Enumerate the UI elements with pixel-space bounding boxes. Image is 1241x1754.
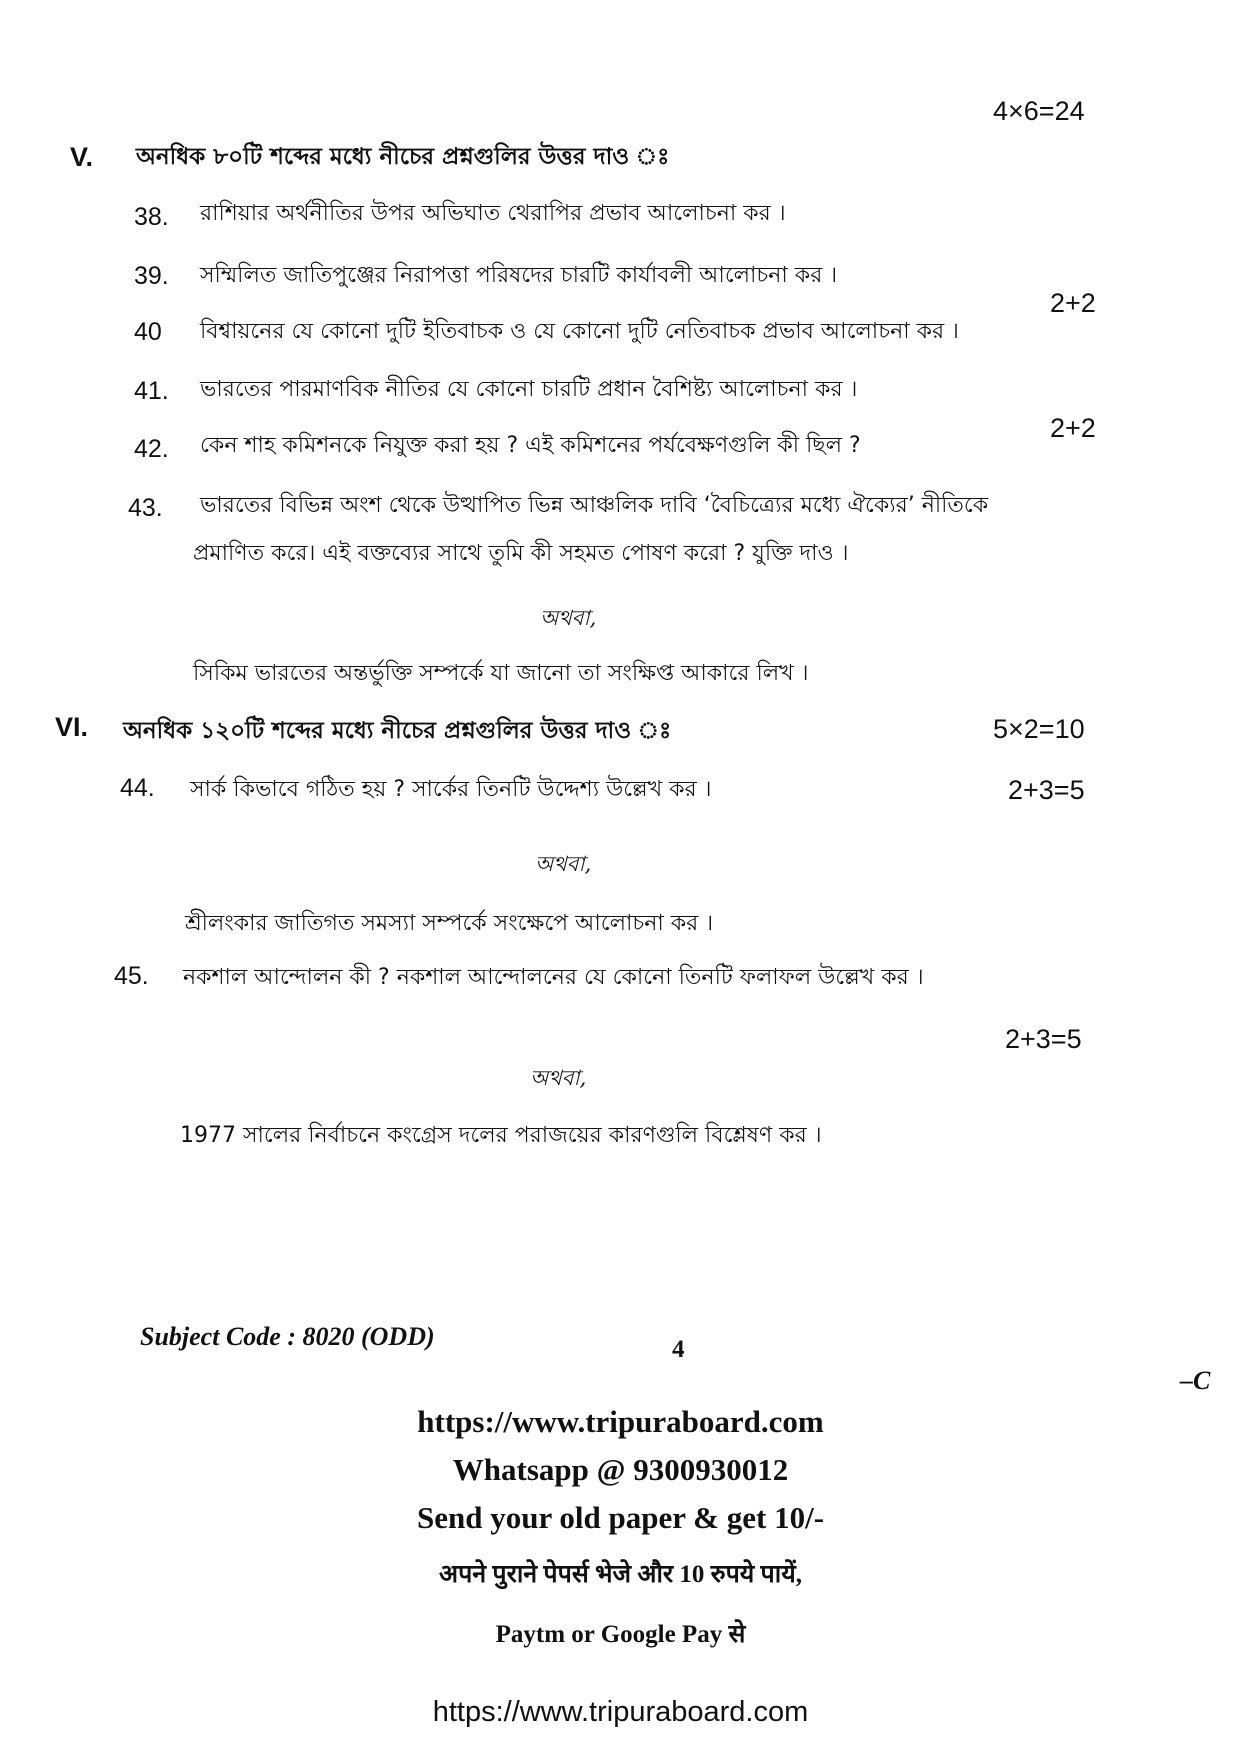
subject-code: Subject Code : 8020 (ODD) [140, 1322, 435, 1351]
promo-url: https://www.tripuraboard.com [417, 1404, 824, 1439]
or-label-43: অথবা, [540, 606, 597, 630]
section-v-marks: 4×6=24 [993, 96, 1085, 126]
question-text-45: নকশাল আন্দোলন কী ? নকশাল আন্দোলনের যে কোনো তিনটি ফলাফল উল্লেখ কর । [183, 965, 924, 990]
alternative-question-43: সিকিম ভারতের অন্তর্ভুক্তি সম্পর্কে যা জানো তা সংক্ষিপ্ত আকারে লিখ । [193, 661, 809, 686]
section-v-number: V. [70, 142, 94, 172]
question-text-39: সম্মিলিত জাতিপুঞ্জের নিরাপত্তা পরিষদের চারটি কার্যাবলী আলোচনা কর । [200, 263, 838, 288]
question-number-38: 38. [134, 203, 169, 231]
section-vi-instruction: অনধিক ১২০টি শব্দের মধ্যে নীচের প্রশ্নগুলির উত্তর দাও ঃ [123, 718, 672, 744]
section-vi-number: VI. [55, 712, 89, 742]
question-marks-42: 2+2 [1050, 413, 1096, 443]
bottom-url: https://www.tripuraboard.com [432, 1696, 809, 1728]
question-text-40: বিশ্বায়নের যে কোনো দুটি ইতিবাচক ও যে কোনো দুটি নেতিবাচক প্রভাব আলোচনা কর । [200, 319, 959, 344]
question-number-44: 44. [120, 774, 155, 802]
question-number-41: 41. [134, 377, 169, 405]
question-number-39: 39. [134, 262, 169, 290]
section-v-instruction: অনধিক ৮০টি শব্দের মধ্যে নীচের প্রশ্নগুলির উত্তর দাও ঃ [136, 144, 670, 170]
question-text-42: কেন শাহ কমিশনকে নিযুক্ত করা হয় ? এই কমিশনের পর্যবেক্ষণগুলি কী ছিল ? [200, 433, 861, 458]
or-label-45: অথবা, [530, 1066, 587, 1090]
alternative-question-45: 1977 সালের নির্বাচনে কংগ্রেস দলের পরাজয়ের কারণগুলি বিশ্লেষণ কর । [180, 1123, 822, 1148]
question-number-45: 45. [114, 962, 149, 990]
question-text-41: ভারতের পারমাণবিক নীতির যে কোনো চারটি প্রধান বৈশিষ্ট্য আলোচনা কর । [200, 377, 858, 402]
promo-whatsapp: Whatsapp @ 9300930012 [452, 1452, 789, 1487]
page-number: 4 [672, 1336, 685, 1363]
question-number-40: 40 [134, 318, 162, 346]
promo-hindi: अपने पुराने पेपर्स भेजे और 10 रुपये पायें, [438, 1561, 802, 1588]
question-text-43-line1: ভারতের বিভিন্ন অংশ থেকে উত্থাপিত ভিন্ন আঞ্চলিক দাবি ‘বৈচিত্র্যের মধ্যে ঐক্যের’ নীতিকে [200, 493, 989, 518]
promo-payment: Paytm or Google Pay से [495, 1621, 746, 1648]
alternative-question-44: শ্রীলংকার জাতিগত সমস্যা সম্পর্কে সংক্ষেপে আলোচনা কর । [185, 911, 714, 936]
set-mark: –C [1180, 1366, 1211, 1395]
section-vi-marks: 5×2=10 [993, 714, 1085, 744]
question-marks-44: 2+3=5 [1008, 775, 1085, 805]
question-number-42: 42. [134, 435, 169, 463]
question-marks-45: 2+3=5 [1005, 1024, 1082, 1054]
question-text-43-line2: প্রমাণিত করে। এই বক্তব্যের সাথে তুমি কী সহমত পোষণ করো ? যুক্তি দাও । [193, 541, 849, 566]
question-number-43: 43. [128, 494, 163, 522]
promo-send-paper: Send your old paper & get 10/- [416, 1500, 825, 1535]
or-label-44: অথবা, [535, 852, 592, 876]
question-text-38: রাশিয়ার অর্থনীতির উপর অভিঘাত থেরাপির প্রভাব আলোচনা কর । [200, 201, 786, 226]
question-marks-40: 2+2 [1050, 288, 1096, 318]
question-text-44: সার্ক কিভাবে গঠিত হয় ? সার্কের তিনটি উদ্দেশ্য উল্লেখ কর । [190, 777, 712, 802]
